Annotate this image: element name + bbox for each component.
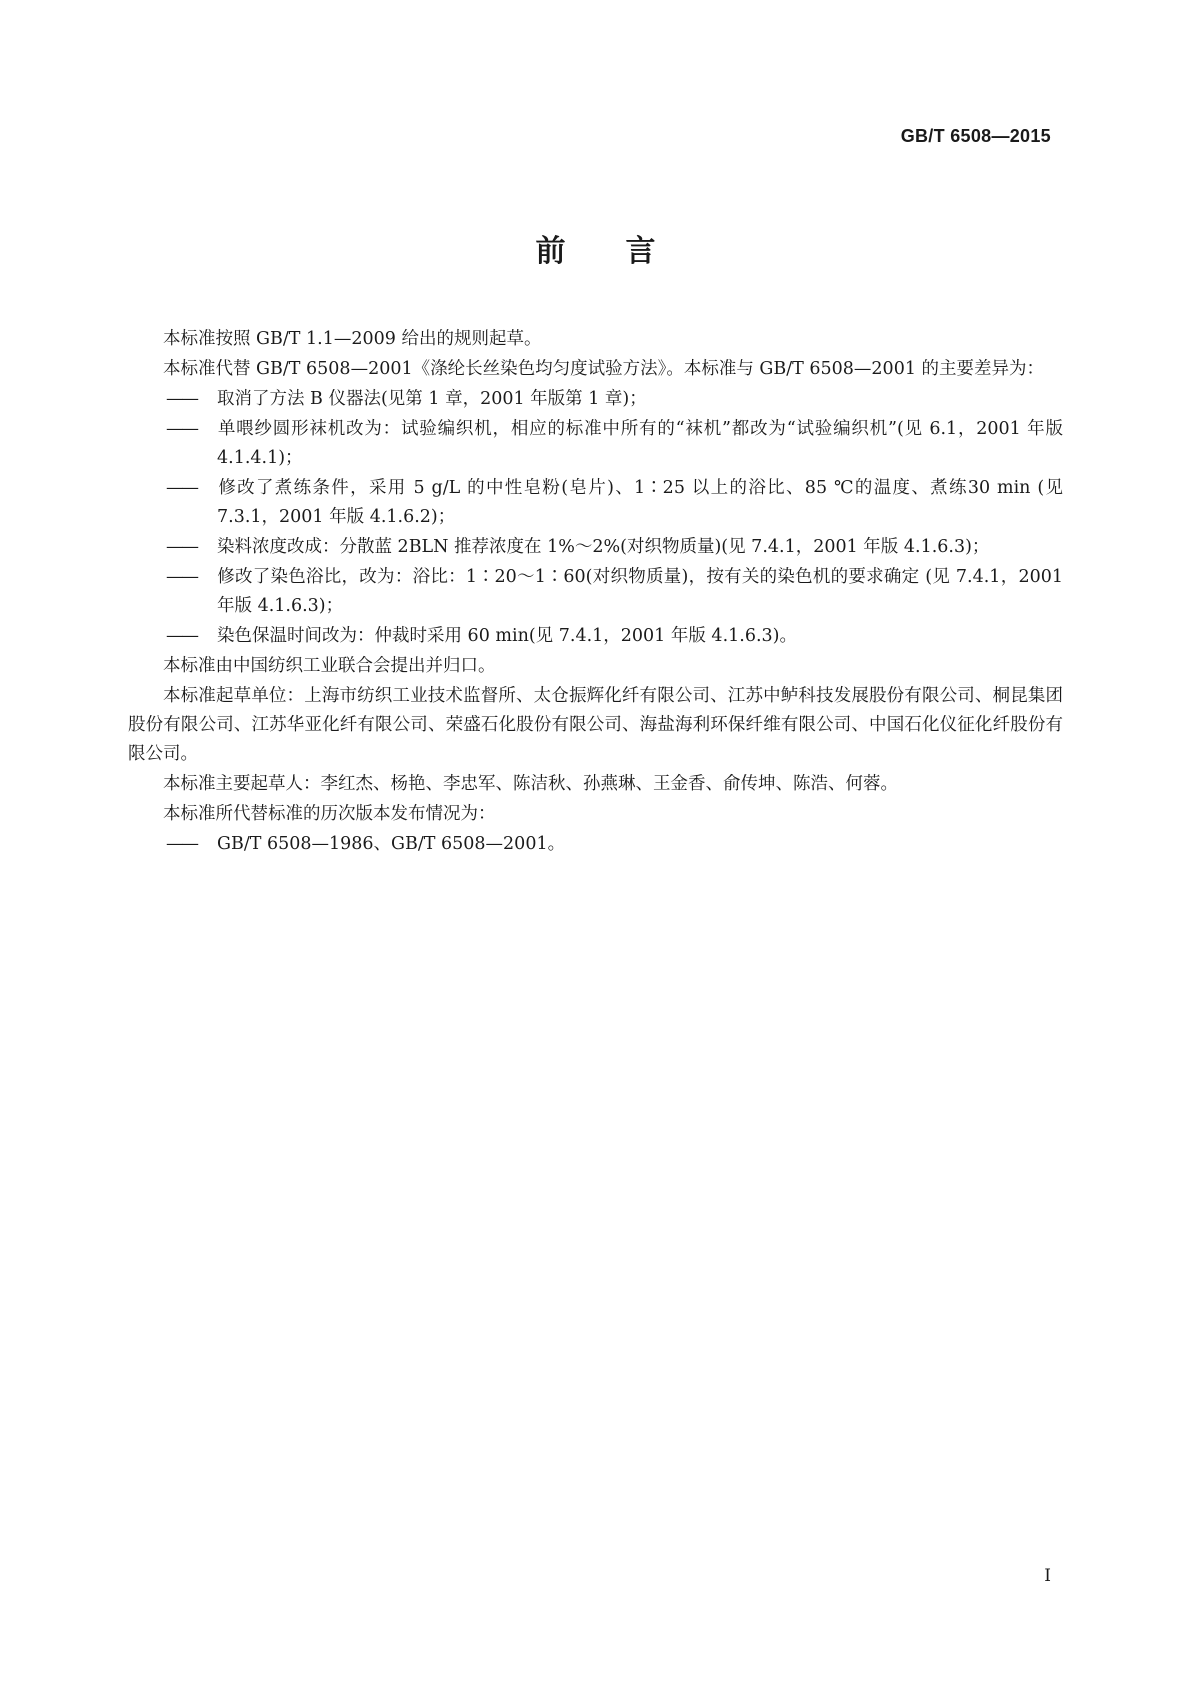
change-item-text: 染色保温时间改为：仲裁时采用 60 min(见 7.4.1，2001 年版 4.1.6.3)。 [217,626,797,646]
change-item [128,533,1063,562]
page-number: I [1044,1566,1051,1586]
paragraph-drafting-rules: 本标准按照 GB/T 1.1—2009 给出的规则起草。 [163,329,542,349]
dash-mark: —— [166,626,197,646]
dash-mark: —— [166,478,197,498]
change-item-text: 修改了染色浴比，改为：浴比：1∶20～1∶60(对织物质量)，按有关的染色机的要求确定 (见 7.4.1，2001 年版 4.1.6.3)； [217,567,1063,616]
change-item-text: 染料浓度改成：分散蓝 2BLN 推荐浓度在 1%～2%(对织物质量)(见 7.4.1，2001 年版 4.1.6.3)； [217,537,990,557]
change-item [128,415,1063,473]
dash-mark: —— [166,537,197,557]
history-item [128,830,1063,859]
change-item [128,385,1063,414]
paragraph-proposer: 本标准由中国纺织工业联合会提出并归口。 [163,656,496,676]
dash-mark: —— [166,389,197,409]
standard-number-header: GB/T 6508—2015 [900,126,1051,146]
change-item [128,563,1063,621]
change-item [128,622,1063,651]
paragraph-history: 本标准所代替标准的历次版本发布情况为： [163,804,496,824]
paragraph-drafting-units: 本标准起草单位：上海市纺织工业技术监督所、太仓振辉化纤有限公司、江苏中鲈科技发展股份有限公司、桐昆集团股份有限公司、江苏华亚化纤有限公司、荣盛石化股份有限公司、海盐海利环保纤维有限公司、中国石化仪征化纤股份有限公司。 [128,686,1063,764]
dash-mark: —— [166,419,197,439]
change-item-text: 单喂纱圆形袜机改为：试验编织机，相应的标准中所有的“袜机”都改为“试验编织机”(见 6.1，2001 年版 4.1.4.1)； [217,419,1063,468]
paragraph-replacement: 本标准代替 GB/T 6508—2001《涤纶长丝染色均匀度试验方法》。本标准与 GB/T 6508—2001 的主要差异为： [163,359,1045,379]
change-item [128,474,1063,532]
dash-mark: —— [166,567,197,587]
page-title: 前言 [535,234,716,269]
change-item-text: 取消了方法 B 仪器法(见第 1 章，2001 年版第 1 章)； [217,389,647,409]
change-item-text: 修改了煮练条件，采用 5 g/L 的中性皂粉(皂片)、1∶25 以上的浴比、85 ℃的温度、煮练30 min (见 7.3.1，2001 年版 4.1.6.2)； [217,478,1063,527]
document-body [128,325,1063,860]
dash-mark: —— [166,834,197,854]
paragraph-drafters: 本标准主要起草人：李红杰、杨艳、李忠军、陈洁秋、孙燕琳、王金香、俞传坤、陈浩、何蓉。 [163,774,898,794]
history-item-text: GB/T 6508—1986、GB/T 6508—2001。 [217,834,566,854]
